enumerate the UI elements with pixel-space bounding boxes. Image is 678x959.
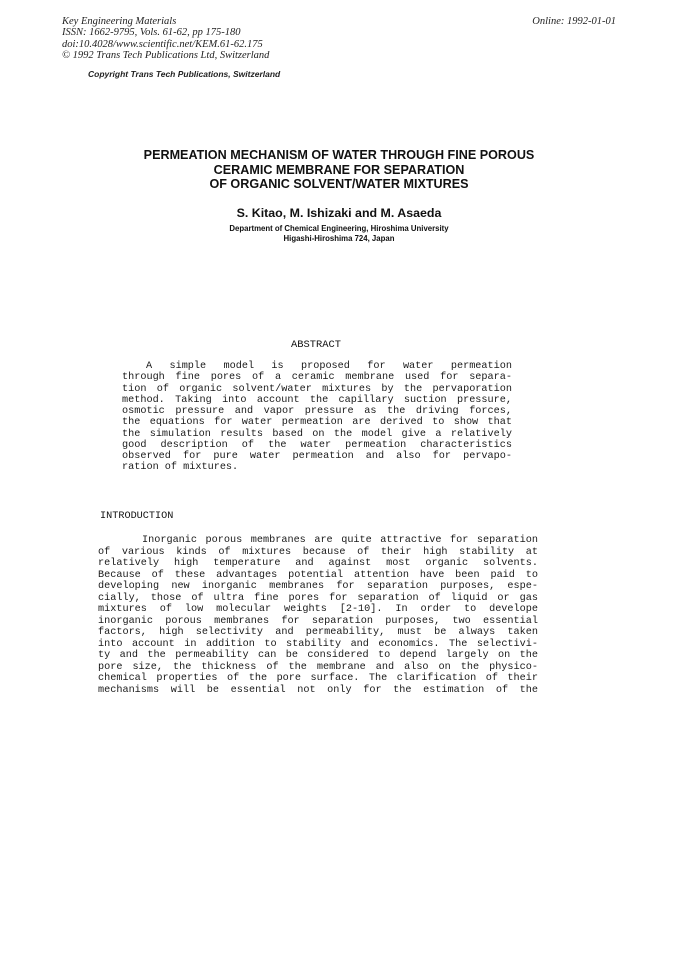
abstract-line: good description of the water permeation characteristics (122, 439, 512, 451)
abstract-line: osmotic pressure and vapor pressure as the driving forces, (122, 406, 512, 417)
body-line: cially, those of ultra fine pores for separation of liquid or gas (98, 592, 538, 604)
body-line: developing new inorganic membranes for separation purposes, espe- (98, 581, 538, 592)
abstract-line: through fine pores of a ceramic membrane used for separa- (122, 372, 512, 384)
body-line: pore size, the thickness of the membrane and also on the physico- (98, 661, 538, 673)
abstract-line: tion of organic solvent/water mixtures by the pervaporation (122, 383, 512, 395)
online-date: Online: 1992-01-01 (532, 16, 616, 27)
body-line: ty and the permeability can be considered to depend largely on the (98, 650, 538, 661)
title-line: PERMEATION MECHANISM OF WATER THROUGH FINE POROUS (143, 148, 535, 162)
body-line: relatively high temperature and against most organic solvents. (98, 558, 538, 569)
body-line: mixtures of low molecular weights [2-10]. In order to develope (98, 604, 538, 615)
abstract-line: the simulation results based on the model give a relatively (122, 428, 512, 440)
paper-title (0, 148, 678, 192)
journal-header (62, 16, 269, 61)
abstract-line: ration of mixtures. (122, 462, 239, 474)
abstract-line: A simple model is proposed for water permeation (146, 361, 512, 372)
introduction-body (98, 535, 538, 696)
body-line: Inorganic porous membranes are quite attractive for separation (142, 535, 538, 546)
affiliation-line: Higashi-Hiroshima 724, Japan (283, 234, 395, 243)
copyright-notice: Copyright Trans Tech Publications, Switzerland (88, 69, 281, 79)
authors: S. Kitao, M. Ishizaki and M. Asaeda (236, 206, 442, 220)
abstract-line: method. Taking into account the capillary suction pressure, (122, 394, 512, 406)
abstract-line: observed for pure water permeation and also for pervapo- (122, 451, 512, 462)
title-line: CERAMIC MEMBRANE FOR SEPARATION (213, 162, 465, 177)
body-line: inorganic porous membranes for separation purposes, two essential (98, 615, 538, 627)
body-line: mechanisms will be essential not only for the estimation of the (98, 684, 538, 696)
body-line: Because of these advantages potential attention have been paid to (98, 569, 538, 581)
affiliation-line: Department of Chemical Engineering, Hiroshima University (229, 224, 449, 233)
doi-line: doi:10.4028/www.scientific.net/KEM.61-62.175 (62, 38, 263, 50)
abstract-line: the equations for water permeation are derived to show that (122, 417, 512, 429)
abstract-body (122, 361, 512, 474)
introduction-heading: INTRODUCTION (100, 511, 174, 522)
publisher-line: © 1992 Trans Tech Publications Ltd, Switzerland (62, 49, 270, 61)
affiliation (0, 224, 678, 244)
body-line: chemical properties of the pore surface. The clarification of their (98, 673, 538, 684)
body-line: into account in addition to stability and economics. The selectivi- (98, 638, 538, 650)
issn-line: ISSN: 1662-9795, Vols. 61-62, pp 175-180 (62, 27, 241, 39)
body-line: factors, high selectivity and permeability, must be always taken (98, 627, 538, 638)
abstract-heading: ABSTRACT (291, 339, 341, 351)
body-line: of various kinds of mixtures because of their high stability at (98, 546, 538, 558)
journal-name: Key Engineering Materials (62, 16, 177, 27)
title-line: OF ORGANIC SOLVENT/WATER MIXTURES (209, 177, 469, 191)
